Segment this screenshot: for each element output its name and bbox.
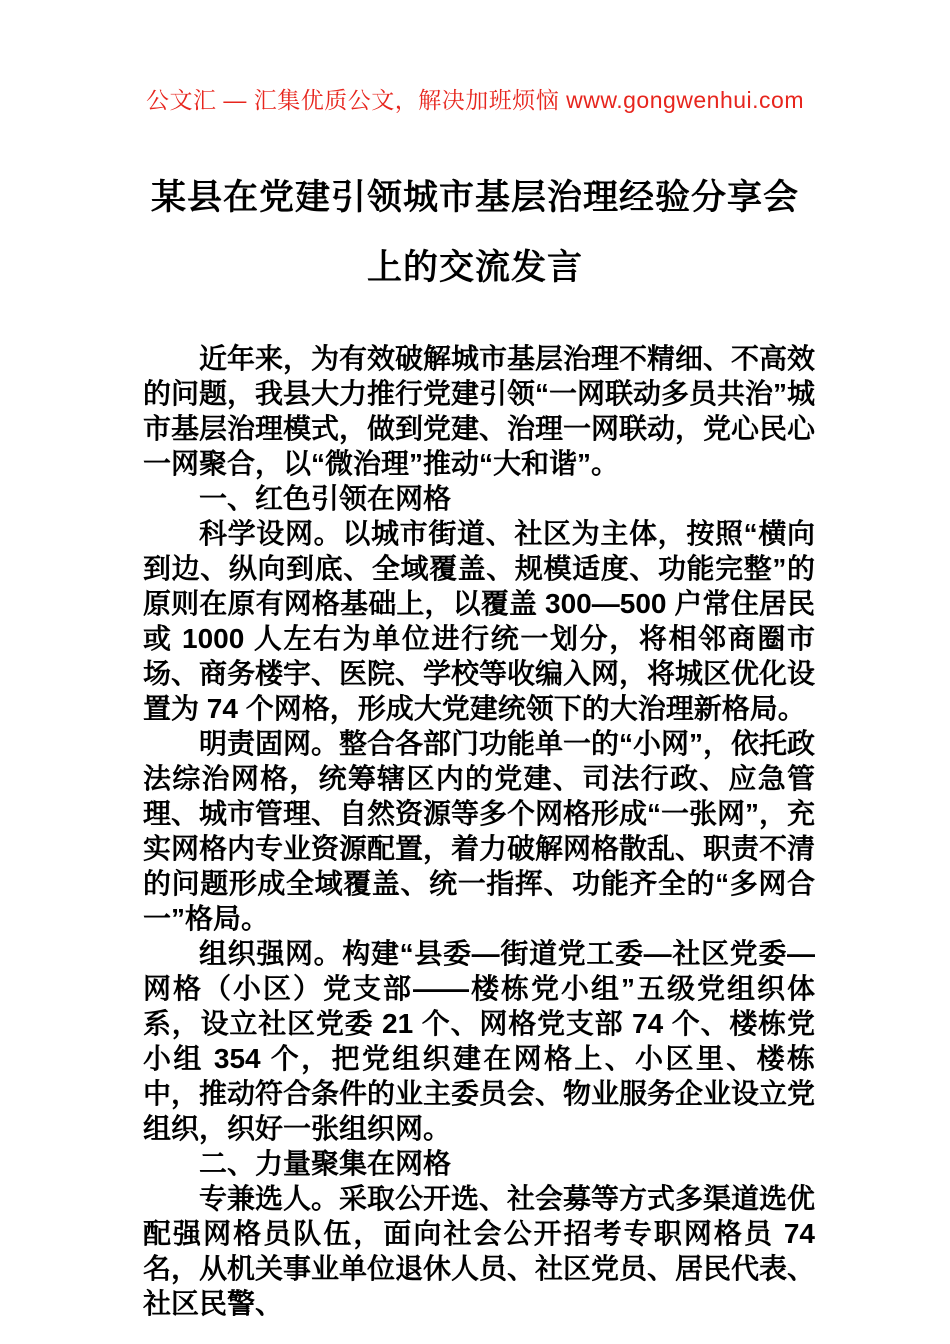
- paragraph-organization-grid: 组织强网。构建“县委—街道党工委—社区党委—网格（小区）党支部——楼栋党小组”五级党组织体系，设立社区党委 21 个、网格党支部 74 个、楼栋党小组 354 个，把党组织建在网格上、小区里、楼栋中，推动符合条件的业主委员会、物业服务企业设立党组织，织好一张组织网。: [143, 938, 816, 1144]
- section-heading-1: 一、红色引领在网格: [199, 483, 452, 514]
- paragraph-intro: 近年来，为有效破解城市基层治理不精细、不高效的问题，我县大力推行党建引领“一网联动多员共治”城市基层治理模式，做到党建、治理一网联动，党心民心一网聚合，以“微治理”推动“大和谐”。: [143, 343, 816, 479]
- document-title-line1: 某县在党建引领城市基层治理经验分享会: [150, 178, 799, 217]
- document-body: [143, 341, 815, 1321]
- document-title: [0, 163, 950, 303]
- paragraph-personnel: 专兼选人。采取公开选、社会募等方式多渠道选优配强网格员队伍，面向社会公开招考专职网格员 74 名，从机关事业单位退休人员、社区党员、居民代表、社区民警、: [143, 1183, 816, 1319]
- section-heading-2: 二、力量聚集在网格: [199, 1148, 452, 1179]
- document-title-line2: 上的交流发言: [366, 248, 583, 287]
- paragraph-science-grid: 科学设网。以城市街道、社区为主体，按照“横向到边、纵向到底、全域覆盖、规模适度、功能完整”的原则在原有网格基础上，以覆盖 300—500 户常住居民或 1000 人左右为单位进行统一划分，将相邻商圈市场、商务楼宇、医院、学校等收编入网，将城区优化设置为 74 个网格，形成大党建统领下的大治理新格局。: [143, 518, 816, 724]
- paragraph-responsibility-grid: 明责固网。整合各部门功能单一的“小网”，依托政法综治网格，统筹辖区内的党建、司法行政、应急管理、城市管理、自然资源等多个网格形成“一张网”，充实网格内专业资源配置，着力破解网格散乱、职责不清的问题形成全域覆盖、统一指挥、功能齐全的“多网合一”格局。: [143, 728, 816, 934]
- watermark-header: 公文汇 — 汇集优质公文，解决加班烦恼 www.gongwenhui.com: [145, 87, 804, 113]
